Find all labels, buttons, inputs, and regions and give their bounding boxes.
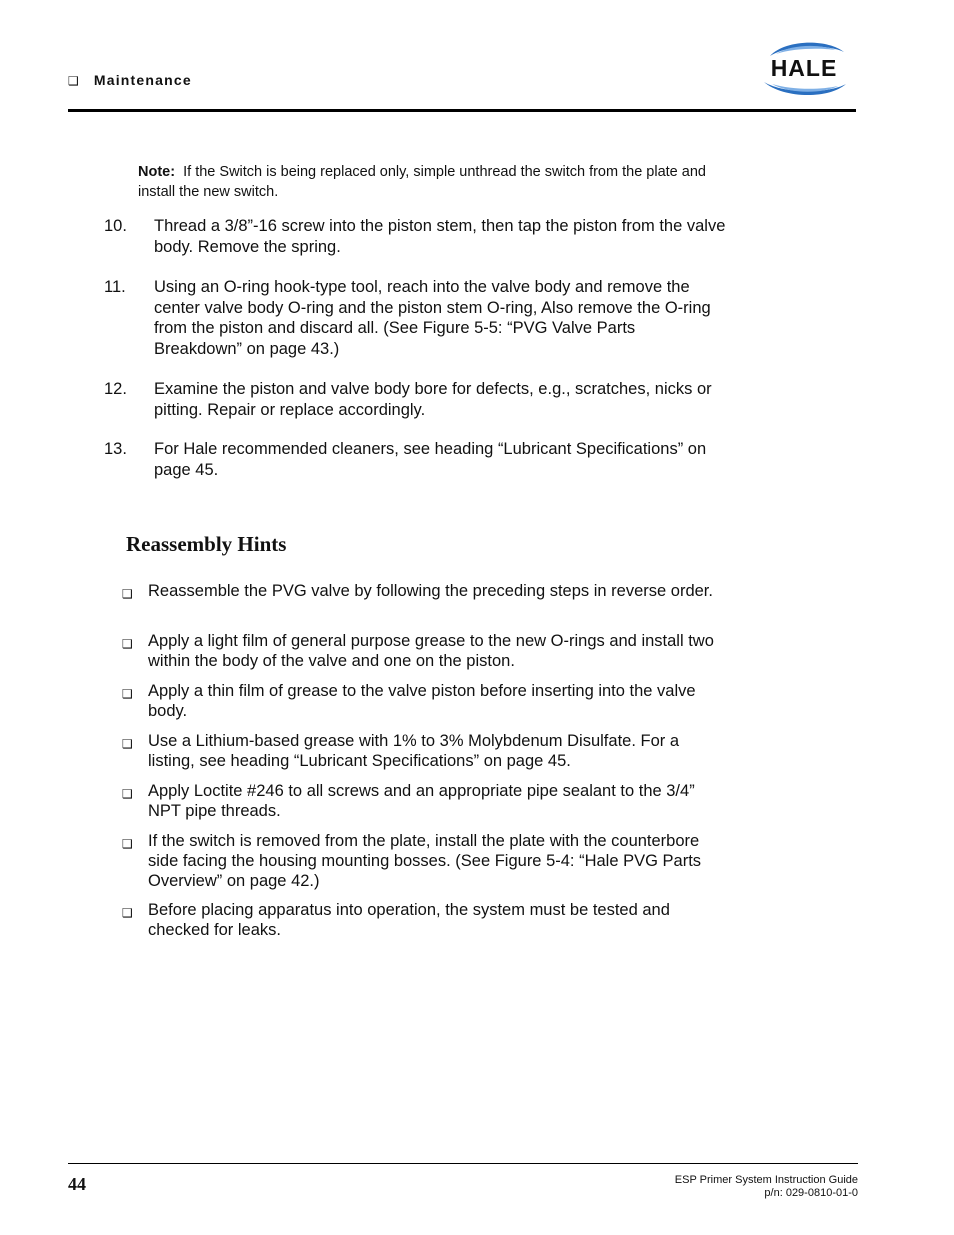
hint-text: Use a Lithium-based grease with 1% to 3% Molybdenum Disulfate. For a listing, see heading “Lubricant Specifications” on page 45. <box>148 732 680 770</box>
square-bullet-icon: ❑ <box>122 837 133 851</box>
note <box>138 163 738 202</box>
section-title: Maintenance <box>93 72 192 88</box>
square-bullet-icon: ❑ <box>122 737 133 751</box>
footer-info <box>675 1174 858 1200</box>
svg-text:HALE: HALE <box>770 55 838 81</box>
hint-text: Reassemble the PVG valve by following the preceding steps in reverse order. <box>148 582 713 600</box>
page-number: 44 <box>68 1174 86 1194</box>
square-bullet-icon: ❑ <box>122 906 133 920</box>
square-bullet-icon: ❑ <box>122 637 133 651</box>
square-bullet-icon: ❑ <box>122 787 133 801</box>
hint-text: Apply a light film of general purpose grease to the new O-rings and install two within the body of the valve and one on the piston. <box>148 632 714 670</box>
square-bullet-icon: ❑ <box>122 687 133 701</box>
step-text: For Hale recommended cleaners, see heading “Lubricant Specifications” on page 45. <box>154 440 707 479</box>
hale-logo <box>756 38 852 100</box>
guide-title: ESP Primer System Instruction Guide <box>674 1174 858 1186</box>
hint-text: Apply a thin film of grease to the valve piston before inserting into the valve body. <box>148 682 696 720</box>
part-number: p/n: 029-0810-01-0 <box>764 1187 858 1199</box>
step-number: 11. <box>104 278 126 296</box>
step-text: Thread a 3/8”-16 screw into the piston stem, then tap the piston from the valve body. Remove the spring. <box>154 217 726 256</box>
step-number: 10. <box>104 217 127 235</box>
square-bullet-icon: ❑ <box>122 587 133 601</box>
section-header <box>68 72 192 88</box>
hint-text: Before placing apparatus into operation, the system must be tested and checked for leaks. <box>148 901 670 939</box>
reassembly-heading: Reassembly Hints <box>126 532 287 556</box>
hint-text: If the switch is removed from the plate, install the plate with the counterbore side facing the housing mounting bosses. (See Figure 5-4: “Hale PVG Parts Overview” on page 42.) <box>148 832 702 890</box>
step-number: 13. <box>104 440 127 458</box>
header-rule <box>68 109 856 112</box>
footer-rule <box>68 1163 858 1164</box>
note-text: If the Switch is being replaced only, simple unthread the switch from the plate and install the new switch. <box>138 164 706 200</box>
hint-text: Apply Loctite #246 to all screws and an appropriate pipe sealant to the 3/4” NPT pipe threads. <box>148 782 695 820</box>
step-number: 12. <box>104 380 127 398</box>
step-text: Using an O-ring hook-type tool, reach into the valve body and remove the center valve body O-ring and the piston stem O-ring, Also remove the O-ring from the piston and discard all. (See Figure 5-5: “PVG Valve Parts Breakdown” on page 43.) <box>154 278 711 358</box>
step-text: Examine the piston and valve body bore for defects, e.g., scratches, nicks or pitting. Repair or replace accordingly. <box>154 380 712 419</box>
square-bullet-icon: ❑ <box>68 74 79 88</box>
note-label: Note: <box>138 164 176 180</box>
